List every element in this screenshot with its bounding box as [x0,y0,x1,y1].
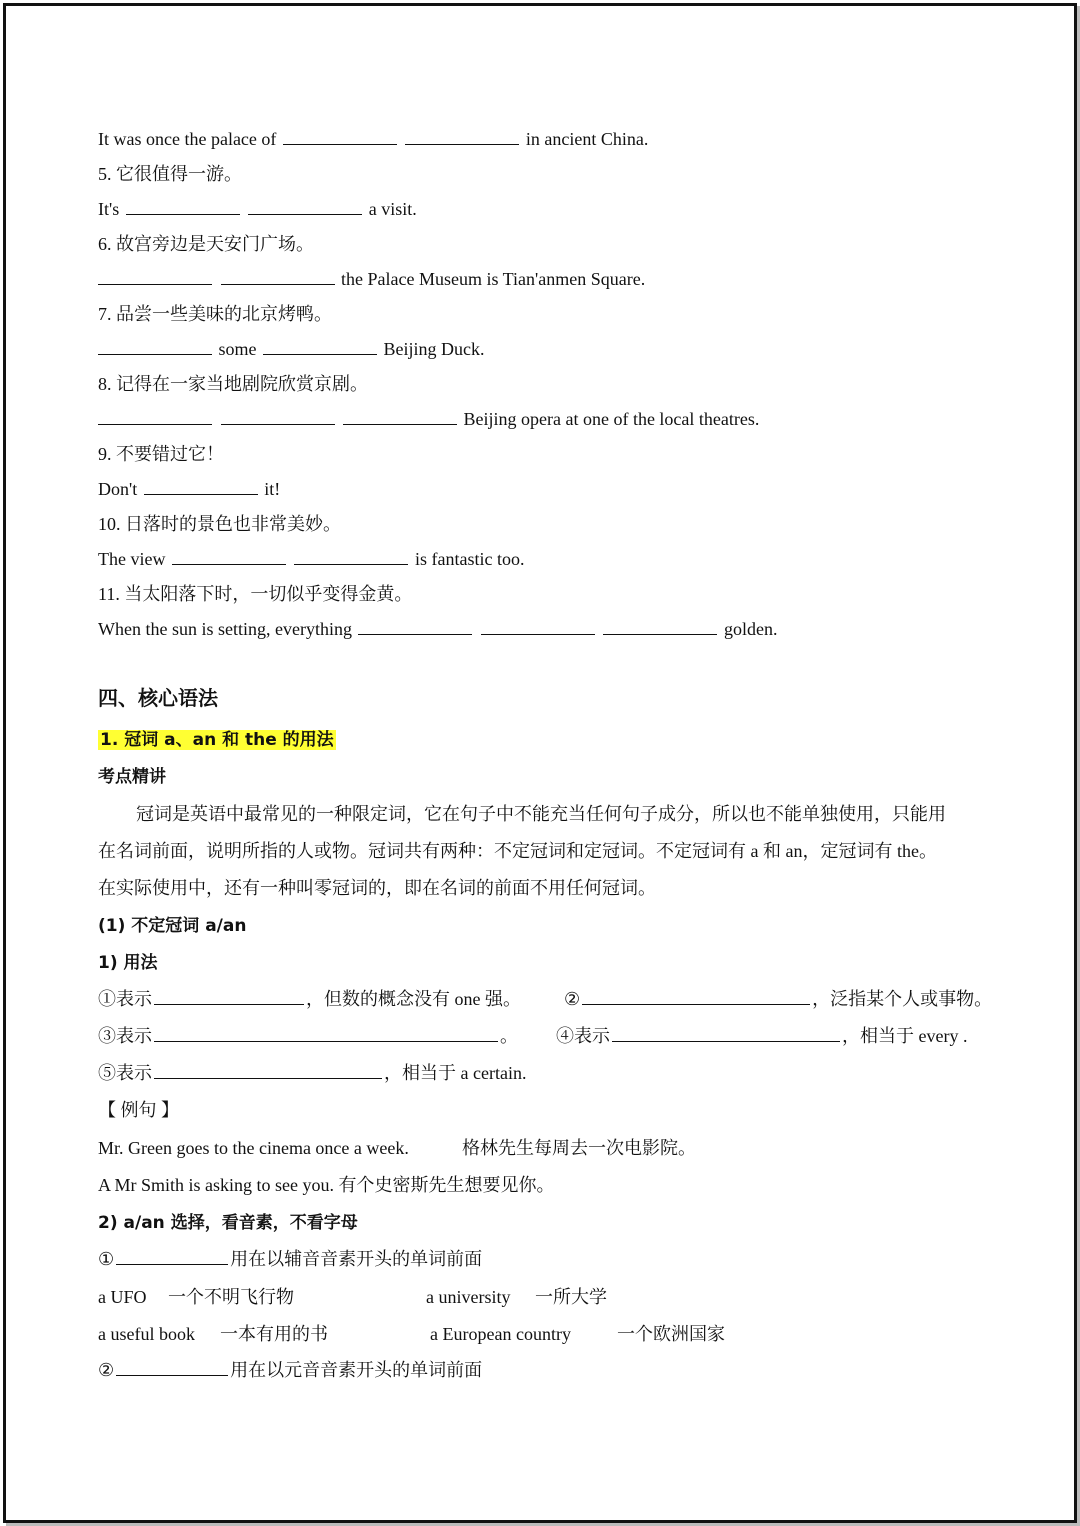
answer-blank[interactable] [98,408,212,425]
answer-blank[interactable] [116,1248,228,1265]
question-9-en [98,478,280,500]
question-11-en [98,618,777,640]
text: 。 [500,1026,518,1046]
text: ③表示 [98,1026,152,1046]
word-a-university: a university [426,1287,511,1307]
question-8-cn: 8. 记得在一家当地剧院欣赏京剧。 [98,374,368,394]
question-8-en [98,408,759,430]
answer-blank[interactable] [221,268,335,285]
rule-consonant [98,1248,482,1270]
text: ①表示 [98,989,152,1009]
text: It was once the palace of [98,129,277,149]
question-6-cn: 6. 故宫旁边是天安门广场。 [98,234,314,254]
example-2: A Mr Smith is asking to see you. 有个史密斯先生想要见你。 [98,1175,555,1195]
subheading-usage: 1) 用法 [98,953,158,973]
answer-blank[interactable] [154,1062,382,1079]
question-5-en [98,198,417,220]
text: ② [564,989,581,1009]
text: The view [98,549,166,569]
answer-blank[interactable] [582,988,810,1005]
text: It's [98,199,120,219]
answer-blank[interactable] [603,618,717,635]
text: ，相当于 every . [842,1026,968,1046]
word-a-university-cn: 一所大学 [535,1287,607,1307]
text: it! [264,479,281,499]
usage-4 [556,1025,967,1047]
answer-blank[interactable] [248,198,362,215]
example-1-en: Mr. Green goes to the cinema once a week. [98,1138,409,1158]
answer-blank[interactable] [405,128,519,145]
rule-vowel [98,1359,482,1381]
question-5-cn: 5. 它很值得一游。 [98,164,242,184]
answer-blank[interactable] [98,338,212,355]
answer-blank[interactable] [358,618,472,635]
answer-blank[interactable] [294,548,408,565]
usage-2 [564,988,992,1010]
question-6-en [98,268,645,290]
text: golden. [723,619,778,639]
word-a-ufo-cn: 一个不明飞行物 [168,1287,294,1307]
topic-heading [98,729,336,751]
text: ④表示 [556,1026,610,1046]
word-a-useful-book-cn: 一本有用的书 [220,1324,328,1344]
text: some [218,339,257,359]
answer-blank[interactable] [263,338,377,355]
answer-blank[interactable] [481,618,595,635]
text: ，泛指某个人或事物。 [812,989,993,1009]
paragraph-line-3: 在实际使用中，还有一种叫零冠词的，即在名词的前面不用任何冠词。 [98,878,656,898]
subheading-choice: 2) a/an 选择，看音素，不看字母 [98,1213,358,1233]
answer-blank[interactable] [144,478,258,495]
usage-5 [98,1062,526,1084]
usage-1 [98,988,521,1010]
text: ，相当于 a certain. [384,1063,527,1083]
text: 用在以元音音素开头的单词前面 [230,1360,483,1380]
word-a-european-country-cn: 一个欧洲国家 [617,1324,725,1344]
answer-blank[interactable] [172,548,286,565]
answer-blank[interactable] [116,1359,228,1376]
word-a-european-country: a European country [430,1324,571,1344]
text: ② [98,1360,115,1380]
text: ① [98,1249,115,1269]
focus-heading: 考点精讲 [98,767,166,787]
question-10-en [98,548,524,570]
text: Beijing Duck. [383,339,485,359]
section-title: 四、核心语法 [98,686,218,710]
question-11-cn: 11. 当太阳落下时，一切似乎变得金黄。 [98,584,413,604]
topic-heading-text: 1. 冠词 a、an 和 the 的用法 [100,730,334,750]
text: Beijing opera at one of the local theatres. [463,409,760,429]
subheading-indefinite: (1) 不定冠词 a/an [98,916,247,936]
answer-blank[interactable] [98,268,212,285]
answer-blank[interactable] [221,408,335,425]
paragraph-line-1: 冠词是英语中最常见的一种限定词，它在句子中不能充当任何句子成分，所以也不能单独使用，只能用 [136,804,946,824]
word-a-ufo: a UFO [98,1287,147,1307]
text: Don't [98,479,138,499]
example-label: 【 例句 】 [98,1100,179,1120]
answer-blank[interactable] [612,1025,840,1042]
example-1-cn: 格林先生每周去一次电影院。 [462,1138,696,1158]
answer-blank[interactable] [126,198,240,215]
text: When the sun is setting, everything [98,619,352,639]
answer-blank[interactable] [343,408,457,425]
question-7-en [98,338,485,360]
paragraph-line-2: 在名词前面，说明所指的人或物。冠词共有两种：不定冠词和定冠词。不定冠词有 a 和 an，定冠词有 the。 [98,841,937,861]
text: the Palace Museum is Tian'anmen Square. [341,269,646,289]
usage-3 [98,1025,518,1047]
question-9-cn: 9. 不要错过它！ [98,444,224,464]
word-a-useful-book: a useful book [98,1324,195,1344]
answer-blank[interactable] [283,128,397,145]
text: 用在以辅音音素开头的单词前面 [230,1249,483,1269]
text: a visit. [368,199,417,219]
text: is fantastic too. [414,549,525,569]
line-palace [98,128,648,150]
answer-blank[interactable] [154,988,304,1005]
question-7-cn: 7. 品尝一些美味的北京烤鸭。 [98,304,332,324]
text: ⑤表示 [98,1063,152,1083]
question-10-cn: 10. 日落时的景色也非常美妙。 [98,514,341,534]
answer-blank[interactable] [154,1025,498,1042]
text: in ancient China. [525,129,649,149]
text: ，但数的概念没有 one 强。 [306,989,521,1009]
